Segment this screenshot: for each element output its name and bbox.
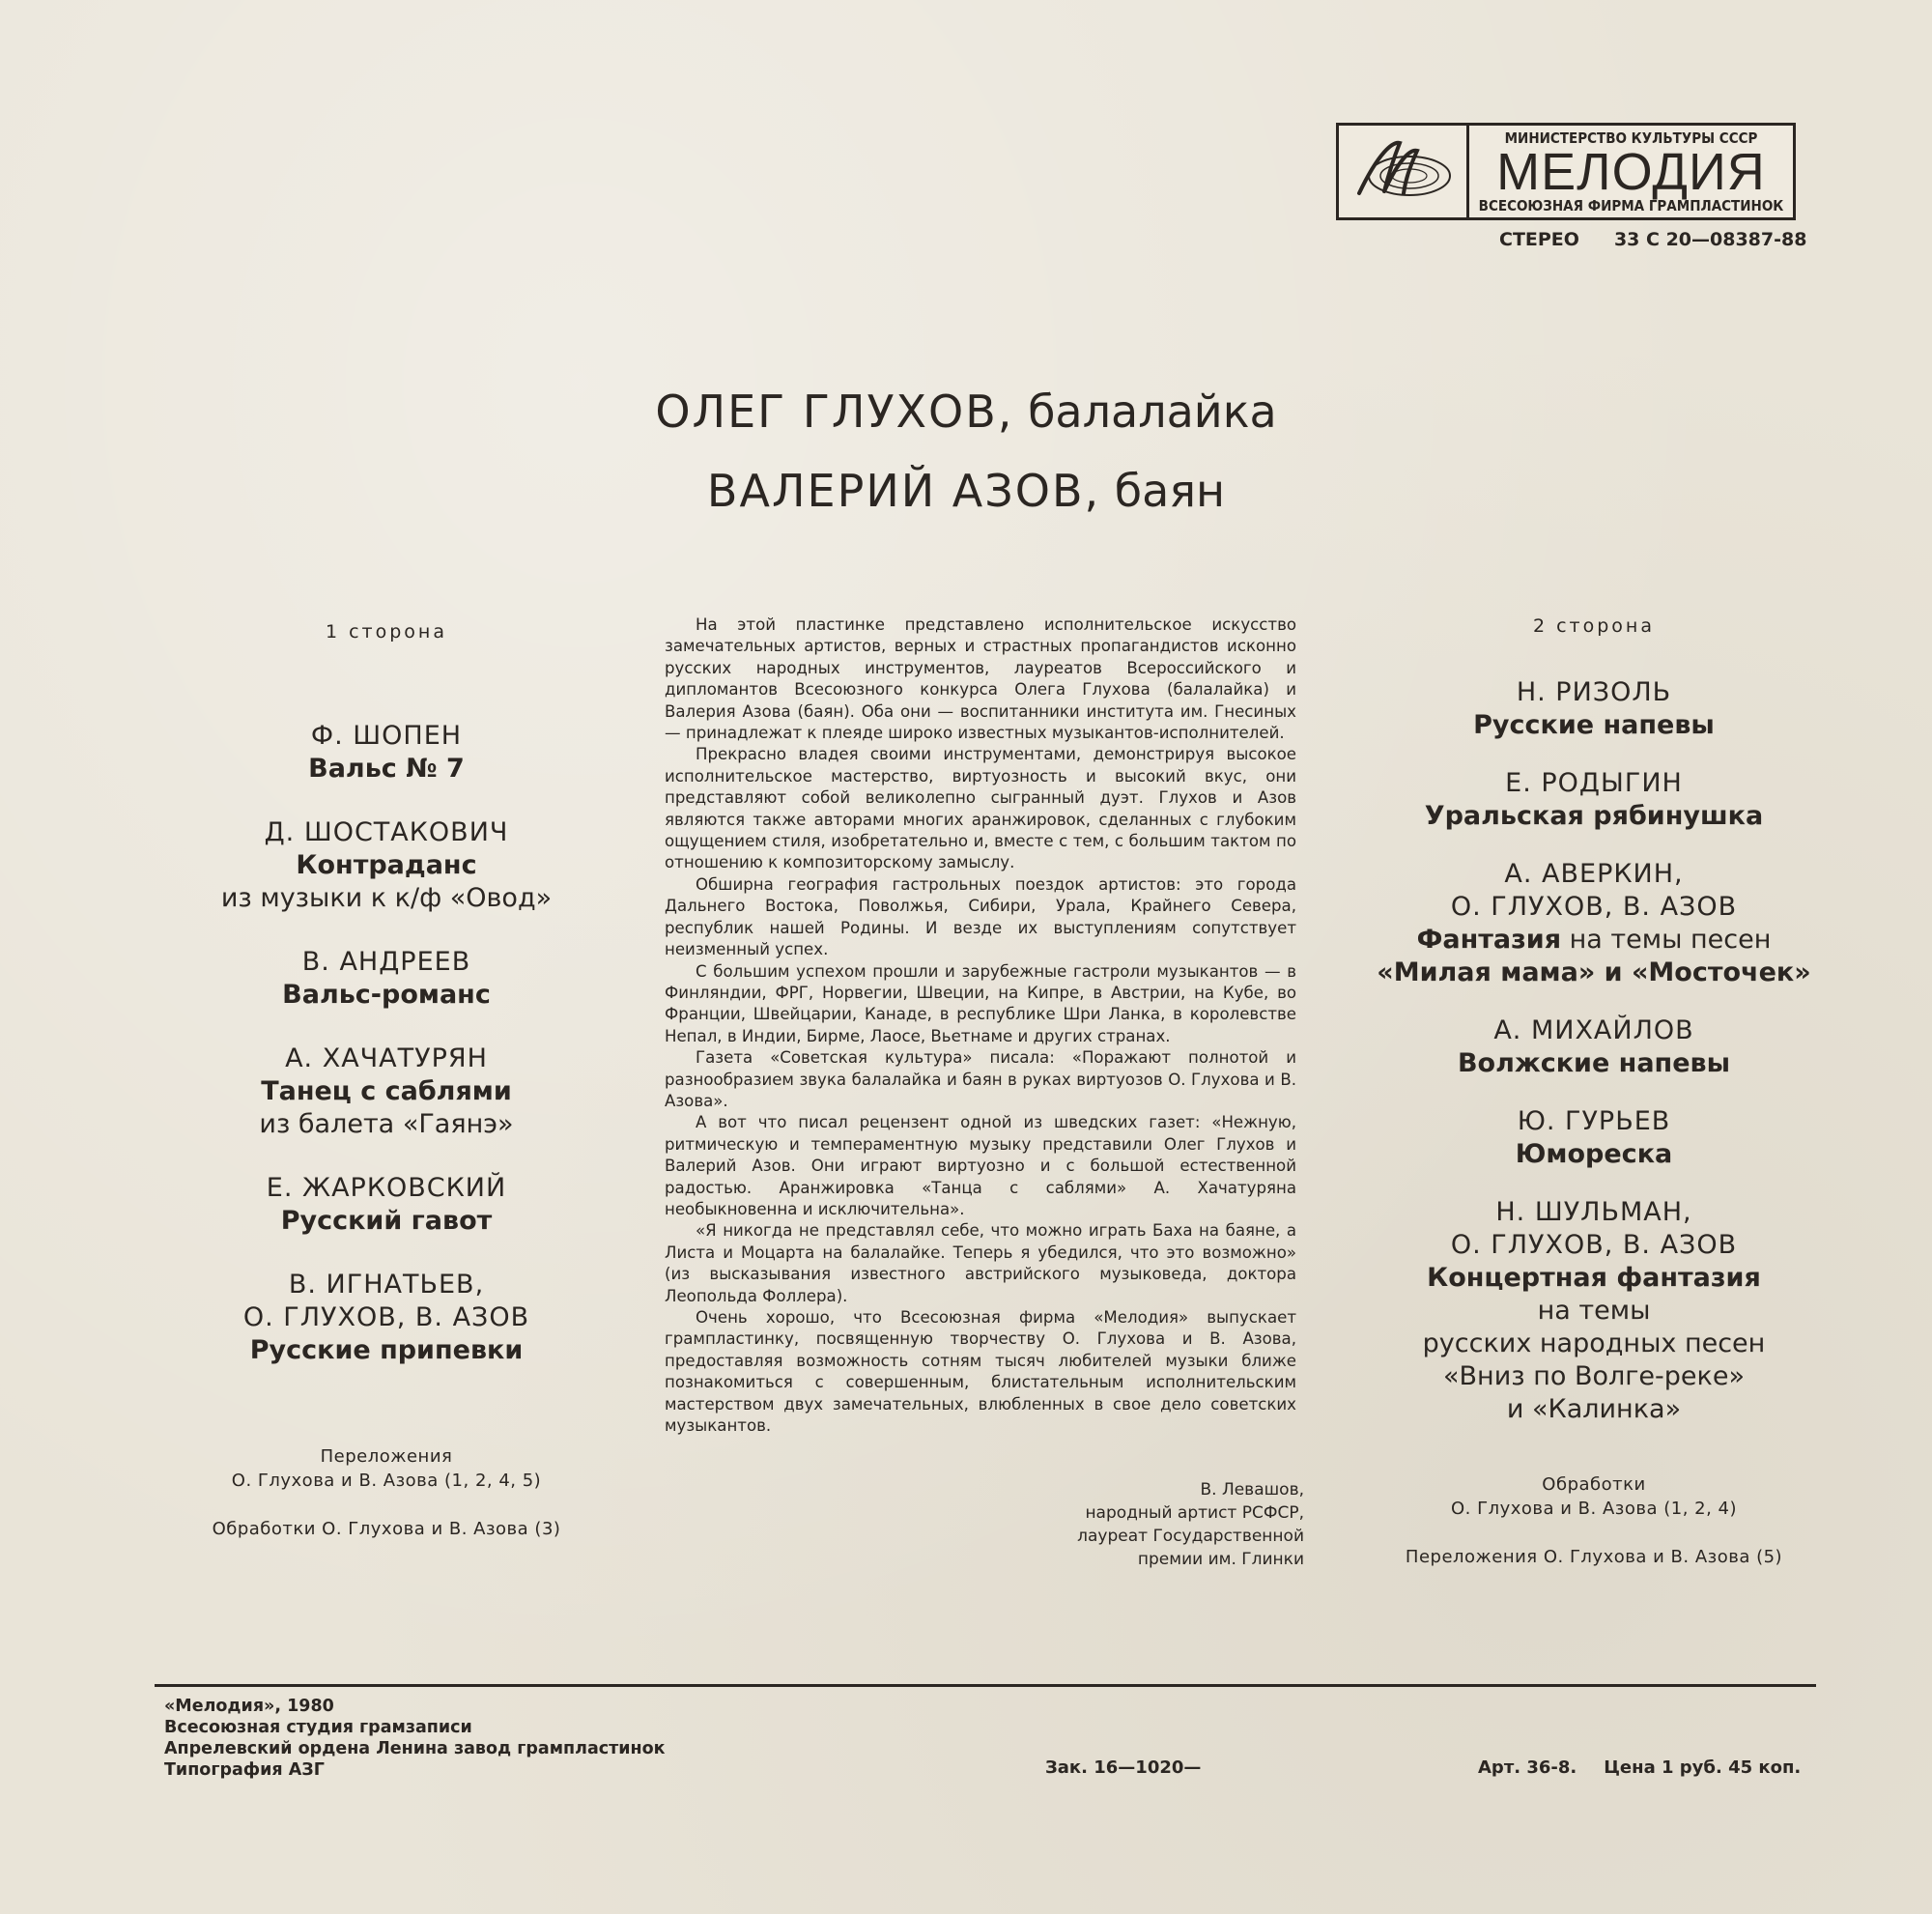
notes-paragraph: На этой пластинке представлено исполнительское искусство замечательных артистов, верных и страстных пропагандистов исконно русских народных инструментов, лауреатов Всероссийского и дипломантов Всесоюзного конкурса Олега Глухова (балалайка) и Валерия Азова (баян). Оба они — воспитанники института им. Гнесиных — принадлежат к плеяде широко известных музыкантов-исполнителей. — [665, 615, 1296, 743]
publisher-line: Апрелевский ордена Ленина завод грампластинок — [164, 1739, 666, 1758]
performer-line-1 — [0, 386, 1932, 438]
signature-line: народный артист РСФСР, — [1085, 1503, 1304, 1523]
price: Цена 1 руб. 45 коп. — [1604, 1757, 1802, 1778]
notes-paragraph: А вот что писал рецензент одной из шведских газет: «Нежную, ритмическую и темпераментную музыку представили Олег Глухов и Валерий Азов. Они играют виртуозно и с большой естественной радостью. Аранжировка «Танца с саблями» А. Хачатуряна необыкновенна и исключительна». — [665, 1113, 1296, 1218]
performer-name: ВАЛЕРИЙ АЗОВ, — [706, 465, 1101, 517]
notes-paragraph: Прекрасно владея своими инструментами, демонстрируя высокое исполнительское мастерство, виртуозность и высокий вкус, они представляют собой великолепно сыгранный дуэт. Глухов и Азов являются также авторами многих аранжировок, сделанных с глубоким ощущением стиля, изобретательно и, вместе с тем, с большим тактом по отношению к композиторскому замыслу. — [665, 745, 1296, 872]
track — [174, 1043, 599, 1141]
composer: А. МИХАЙЛОВ — [1493, 1015, 1694, 1045]
composer: О. ГЛУХОВ, В. АЗОВ — [1450, 1230, 1738, 1260]
footer-divider — [155, 1684, 1816, 1687]
notes-paragraph: Обширна география гастрольных поездок артистов: это города Дальнего Востока, Поволжья, Сибири, Урала, Крайнего Севера, республик нашей Родины. И везде их выступлениям сопутствует неизменный успех. — [665, 874, 1296, 959]
logo-text — [1469, 126, 1793, 217]
composer: Н. РИЗОЛЬ — [1516, 677, 1672, 707]
work-note: «Вниз по Волге-реке» — [1443, 1361, 1745, 1391]
work-title: Концертная фантазия — [1427, 1263, 1761, 1293]
composer: О. ГЛУХОВ, В. АЗОВ — [1450, 892, 1738, 922]
side-1-heading: 1 сторона — [325, 621, 448, 643]
work-note: на темы песен — [1569, 925, 1772, 955]
melodiya-emblem-icon — [1339, 126, 1469, 217]
track — [174, 946, 599, 1012]
work-note: «Милая мама» и «Мосточек» — [1377, 957, 1811, 987]
work-title: Вальс-романс — [282, 980, 491, 1010]
track — [1352, 1196, 1835, 1426]
work-title: Контраданс — [296, 850, 477, 880]
track — [174, 1269, 599, 1367]
composer: Е. ЖАРКОВСКИЙ — [266, 1173, 507, 1203]
composer: А. АВЕРКИН, — [1504, 859, 1684, 889]
composer: Н. ШУЛЬМАН, — [1495, 1197, 1692, 1227]
track — [174, 1172, 599, 1238]
signature-line: лауреат Государственной — [1077, 1527, 1304, 1546]
work-note: из музыки к к/ф «Овод» — [220, 883, 553, 913]
order-number: Зак. 16—1020— — [1045, 1757, 1202, 1778]
publisher-info — [164, 1696, 666, 1781]
arrangement-credit: Переложения О. Глухова и В. Азова (5) — [1405, 1547, 1783, 1567]
arrangement-credit: О. Глухова и В. Азова (1, 2, 4) — [1450, 1499, 1738, 1519]
work-title: Русский гавот — [280, 1206, 493, 1236]
liner-notes — [665, 614, 1296, 1437]
composer: Д. ШОСТАКОВИЧ — [264, 817, 509, 847]
composer: Ф. ШОПЕН — [310, 721, 463, 751]
catalog-info — [1499, 229, 1806, 250]
melodiya-logo — [1336, 123, 1796, 220]
track — [1352, 676, 1835, 742]
work-title: Фантазия — [1416, 925, 1562, 955]
composer: Е. РОДЫГИН — [1505, 768, 1683, 798]
signature-line: премии им. Глинки — [1137, 1550, 1304, 1569]
side-1-tracklist — [174, 621, 599, 1541]
work-title: Юмореска — [1515, 1139, 1673, 1169]
composer: А. ХАЧАТУРЯН — [285, 1043, 488, 1073]
work-title: Танец с саблями — [261, 1076, 512, 1106]
price-info — [1478, 1757, 1801, 1778]
work-note: русских народных песен — [1422, 1328, 1766, 1358]
side-2-tracklist — [1352, 615, 1835, 1569]
work-title: Русские припевки — [249, 1335, 524, 1365]
notes-paragraph: С большим успехом прошли и зарубежные гастроли музыкантов — в Финляндии, ФРГ, Норвегии, Швеции, на Кипре, в Австрии, на Кубе, во Франции, Швейцарии, Канаде, в республике Шри Ланка, в королевстве Непал, в Индии, Бирме, Лаосе, Вьетнаме и других странах. — [665, 961, 1296, 1045]
composer: В. АНДРЕЕВ — [301, 947, 471, 977]
article-number: Арт. 36-8. — [1478, 1757, 1577, 1778]
track — [174, 720, 599, 786]
notes-signature — [985, 1478, 1304, 1571]
ministry-line: МИНИСТЕРСТВО КУЛЬТУРЫ СССР — [1504, 129, 1758, 147]
track — [174, 816, 599, 915]
catalog-number: 33 С 20—08387-88 — [1613, 229, 1807, 250]
work-note: на темы — [1537, 1296, 1651, 1326]
work-title: Вальс № 7 — [308, 754, 465, 784]
notes-paragraph: Газета «Советская культура» писала: «Поражают полнотой и разнообразием звука балалайка и баян в руках виртуозов О. Глухова и В. Азова». — [665, 1048, 1296, 1110]
work-note: из балета «Гаянэ» — [259, 1109, 514, 1139]
arrangement-credit: Переложения — [320, 1446, 453, 1467]
publisher-line: «Мелодия», 1980 — [164, 1697, 334, 1716]
publisher-line: Всесоюзная студия грамзаписи — [164, 1718, 472, 1737]
work-note: и «Калинка» — [1506, 1394, 1682, 1424]
publisher-line: Типография АЗГ — [164, 1760, 325, 1780]
track — [1352, 767, 1835, 833]
signature-line: В. Левашов, — [1200, 1480, 1304, 1500]
work-title: Волжские напевы — [1457, 1048, 1731, 1078]
side-2-heading: 2 сторона — [1532, 615, 1656, 637]
track — [1352, 1014, 1835, 1080]
notes-paragraph: Очень хорошо, что Всесоюзная фирма «Мелодия» выпускает грампластинку, посвященную творчеству О. Глухова и В. Азова, предоставляя возможность сотням тысяч любителей музыки ближе познакомиться с совершенным, блистательным исполнительским мастерством двух замечательных, влюбленных в свое дело советских музыкантов. — [665, 1308, 1296, 1436]
work-line — [1352, 924, 1835, 957]
track — [1352, 858, 1835, 989]
performer-instrument: баян — [1114, 465, 1226, 517]
performer-instrument: балалайка — [1028, 386, 1277, 438]
stereo-label: СТЕРЕО — [1499, 229, 1579, 250]
composer: В. ИГНАТЬЕВ, — [288, 1270, 485, 1300]
track — [1352, 1105, 1835, 1171]
composer: Ю. ГУРЬЕВ — [1517, 1106, 1671, 1136]
work-title: Уральская рябинушка — [1424, 801, 1764, 831]
firm-line: ВСЕСОЮЗНАЯ ФИРМА ГРАМПЛАСТИНОК — [1478, 196, 1784, 214]
performer-name: ОЛЕГ ГЛУХОВ, — [655, 386, 1014, 438]
brand-name: МЕЛОДИЯ — [1496, 142, 1766, 201]
arrangement-credit: Обработки О. Глухова и В. Азова (3) — [212, 1519, 561, 1539]
performer-line-2 — [0, 465, 1932, 517]
composer: О. ГЛУХОВ, В. АЗОВ — [242, 1302, 530, 1332]
arrangement-credit: Обработки — [1542, 1474, 1646, 1495]
notes-paragraph: «Я никогда не представлял себе, что можно играть Баха на баяне, а Листа и Моцарта на балалайке. Теперь я убедился, что это возможно» (из высказывания известного австрийского музыковеда, доктора Леопольда Фоллера). — [665, 1221, 1296, 1305]
work-title: Русские напевы — [1473, 710, 1715, 740]
arrangement-credit: О. Глухова и В. Азова (1, 2, 4, 5) — [231, 1471, 542, 1491]
